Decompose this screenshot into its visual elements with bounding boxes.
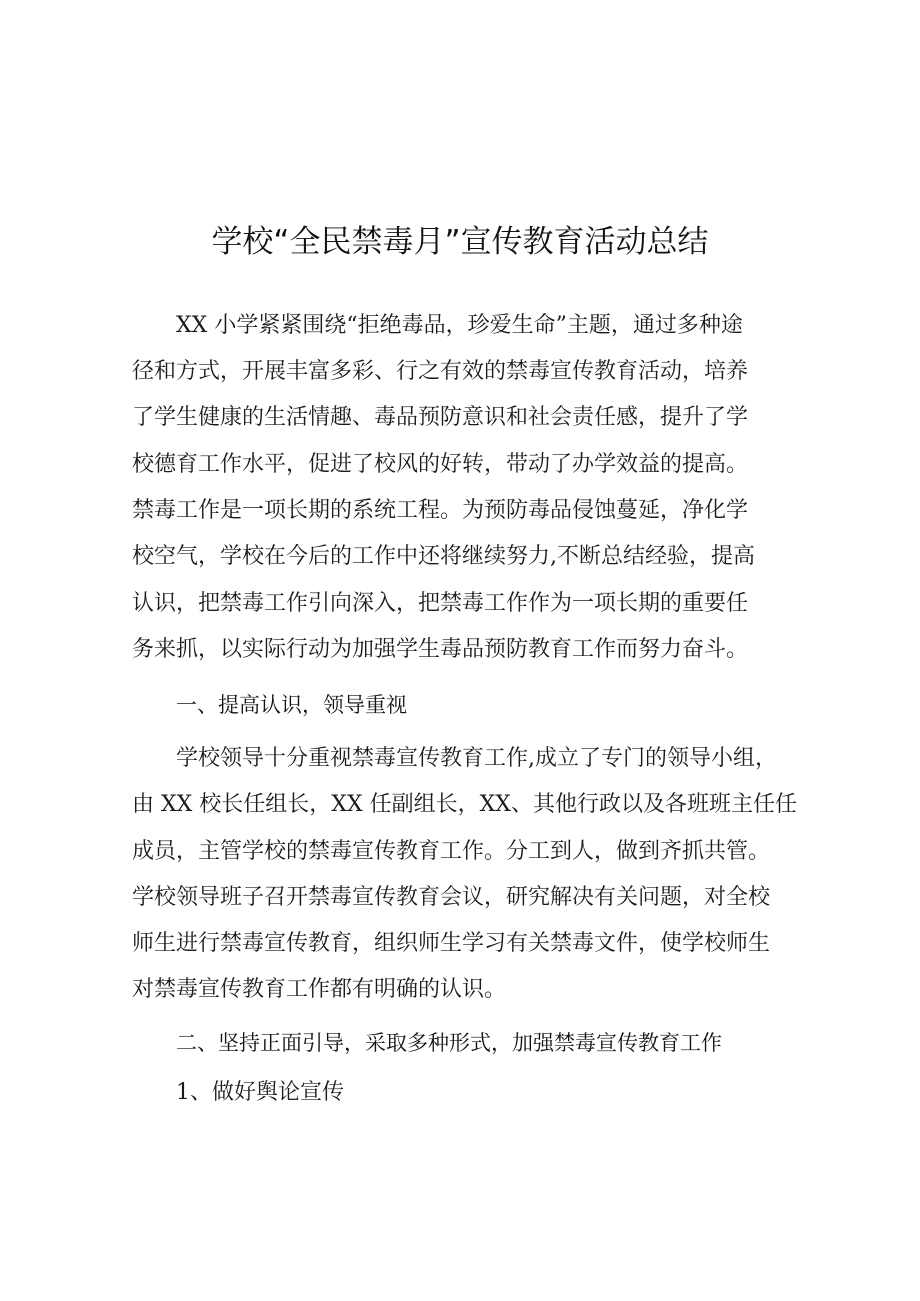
intro-line-5: 禁毒工作是一项长期的系统工程。为预防毒品侵蚀蔓延，净化学	[132, 498, 749, 523]
section-1-line-5: 师生进行禁毒宣传教育，组织师生学习有关禁毒文件，使学校师生	[132, 931, 771, 956]
section-1-line-3: 成员，主管学校的禁毒宣传教育工作。分工到人，做到齐抓共管。	[132, 839, 771, 864]
intro-line-1: XX 小学紧紧围绕“拒绝毒品，珍爱生命”主题，通过多种途	[176, 313, 743, 338]
intro-line-3: 了学生健康的生活情趣、毒品预防意识和社会责任感，提升了学	[132, 405, 749, 430]
intro-line-7: 认识，把禁毒工作引向深入，把禁毒工作作为一项长期的重要任	[132, 591, 749, 616]
intro-line-6: 校空气，学校在今后的工作中还将继续努力,不断总结经验，提高	[132, 544, 755, 569]
document-title: 学校“全民禁毒月”宣传教育活动总结	[211, 224, 709, 260]
section-2-heading: 二、坚持正面引导，采取多种形式，加强禁毒宣传教育工作	[176, 1031, 722, 1055]
section-1-line-4: 学校领导班子召开禁毒宣传教育会议，研究解决有关问题，对全校	[132, 885, 771, 910]
section-1-heading: 一、提高认识，领导重视	[176, 693, 407, 717]
section-1-line-1: 学校领导十分重视禁毒宣传教育工作,成立了专门的领导小组，	[176, 746, 777, 771]
section-1-line-6: 对禁毒宣传教育工作都有明确的认识。	[132, 977, 507, 1002]
intro-line-2: 径和方式，开展丰富多彩、行之有效的禁毒宣传教育活动，培养	[132, 359, 749, 384]
intro-line-4: 校德育工作水平，促进了校风的好转，带动了办学效益的提高。	[132, 452, 749, 477]
subsection-1-heading: 1、做好舆论宣传	[176, 1080, 344, 1105]
intro-line-8: 务来抓，以实际行动为加强学生毒品预防教育工作而努力奋斗。	[132, 637, 749, 662]
section-1-line-2: 由 XX 校长任组长，XX 任副组长，XX、其他行政以及各班班主任任	[132, 792, 797, 817]
